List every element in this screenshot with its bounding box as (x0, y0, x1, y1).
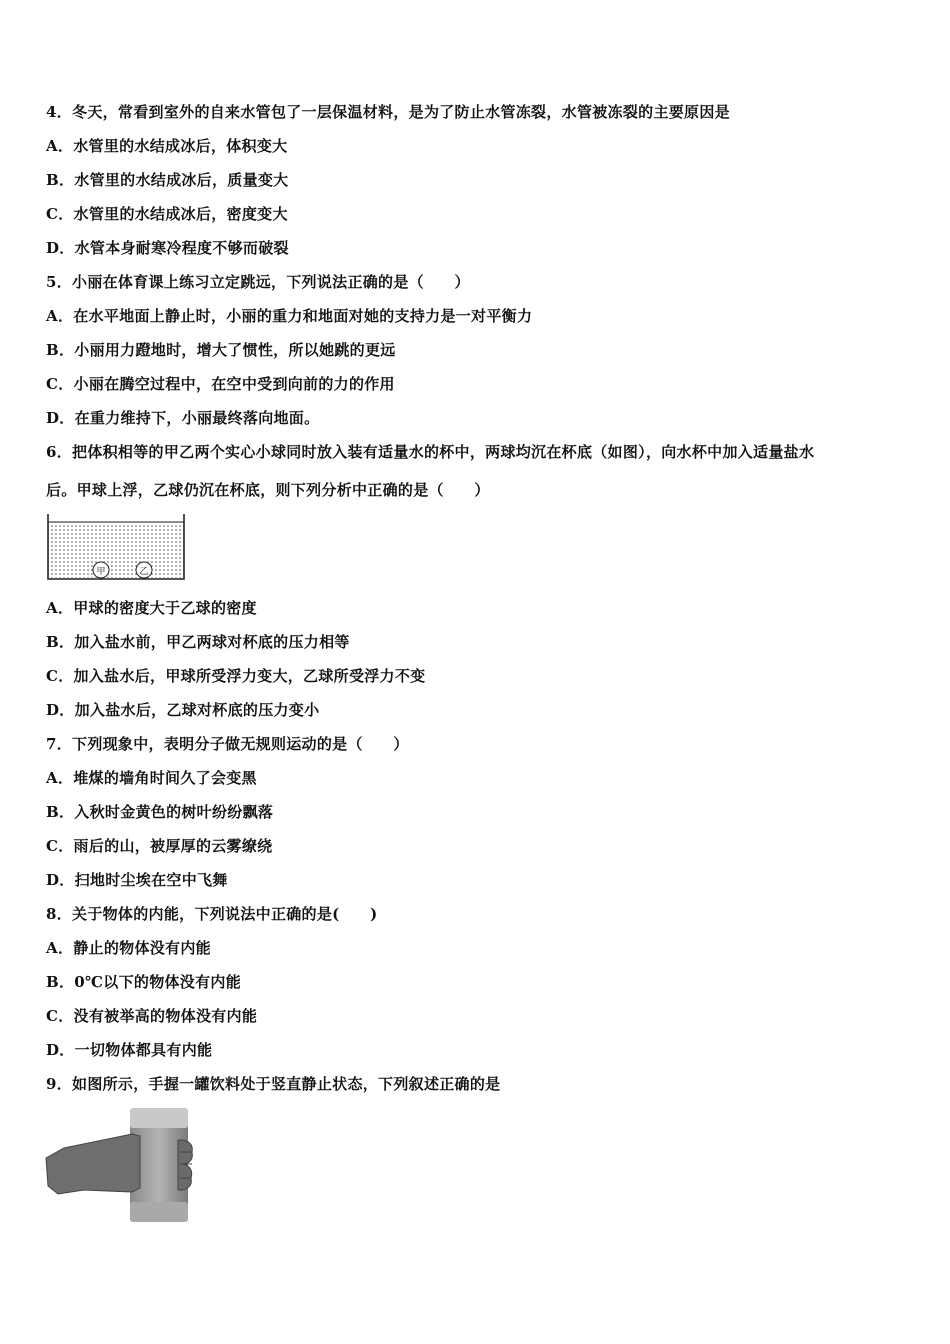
question-8-option-a: A．静止的物体没有内能 (46, 939, 211, 957)
question-5-option-d: D．在重力维持下，小丽最终落向地面。 (46, 409, 320, 427)
fingers (178, 1140, 192, 1190)
question-6-stem-continued: 后。甲球上浮，乙球仍沉在杯底，则下列分析中正确的是（ ） (46, 481, 490, 499)
question-7-option-b: B．入秋时金黄色的树叶纷纷飘落 (46, 803, 274, 821)
question-7-option-d: D．扫地时尘埃在空中飞舞 (46, 871, 228, 889)
question-7-option-a: A．堆煤的墙角时间久了会变黑 (46, 769, 257, 787)
question-5-option-a: A．在水平地面上静止时，小丽的重力和地面对她的支持力是一对平衡力 (46, 307, 533, 325)
question-6-option-b: B．加入盐水前，甲乙两球对杯底的压力相等 (46, 633, 350, 651)
question-6-stem: 6．把体积相等的甲乙两个实心小球同时放入装有适量水的杯中，两球均沉在杯底（如图），向水杯中加入适量盐水 (46, 443, 815, 461)
question-8-stem: 8．关于物体的内能，下列说法中正确的是( ) (46, 905, 378, 923)
question-5-stem: 5．小丽在体育课上练习立定跳远，下列说法正确的是（ ） (46, 273, 470, 291)
question-7-stem: 7．下列现象中，表明分子做无规则运动的是（ ） (46, 735, 409, 753)
question-5-option-b: B．小丽用力蹬地时，增大了惯性，所以她跳的更远 (46, 341, 396, 359)
question-7-option-c: C．雨后的山，被厚厚的云雾缭绕 (46, 837, 273, 855)
question-4-option-d: D．水管本身耐寒冷程度不够而破裂 (46, 239, 289, 257)
question-8-option-d: D．一切物体都具有内能 (46, 1041, 213, 1059)
question-8-option-b: B．0℃以下的物体没有内能 (46, 973, 241, 991)
question-4-option-a: A．水管里的水结成冰后，体积变大 (46, 137, 288, 155)
question-4-option-b: B．水管里的水结成冰后，质量变大 (46, 171, 289, 189)
question-5-option-c: C．小丽在腾空过程中，在空中受到向前的力的作用 (46, 375, 395, 393)
can-bottom-band (130, 1202, 188, 1222)
question-8-option-c: C．没有被举高的物体没有内能 (46, 1007, 258, 1025)
cup-with-two-balls-figure (46, 512, 188, 582)
question-4-option-c: C．水管里的水结成冰后，密度变大 (46, 205, 288, 223)
question-6-option-a: A．甲球的密度大于乙球的密度 (46, 599, 257, 617)
water-region (48, 522, 184, 578)
ball-jia-label: 甲 (96, 567, 106, 577)
question-4-stem: 4．冬天，常看到室外的自来水管包了一层保温材料，是为了防止水管冻裂，水管被冻裂的主要原因是 (46, 103, 730, 121)
hand-holding-can-figure (44, 1106, 202, 1226)
question-6-option-d: D．加入盐水后，乙球对杯底的压力变小 (46, 701, 320, 719)
ball-yi-label: 乙 (139, 567, 149, 577)
question-9-stem: 9．如图所示，手握一罐饮料处于竖直静止状态，下列叙述正确的是 (46, 1075, 501, 1093)
question-6-option-c: C．加入盐水后，甲球所受浮力变大，乙球所受浮力不变 (46, 667, 426, 685)
hand-and-arm (46, 1134, 140, 1194)
can-top-band (130, 1108, 188, 1128)
